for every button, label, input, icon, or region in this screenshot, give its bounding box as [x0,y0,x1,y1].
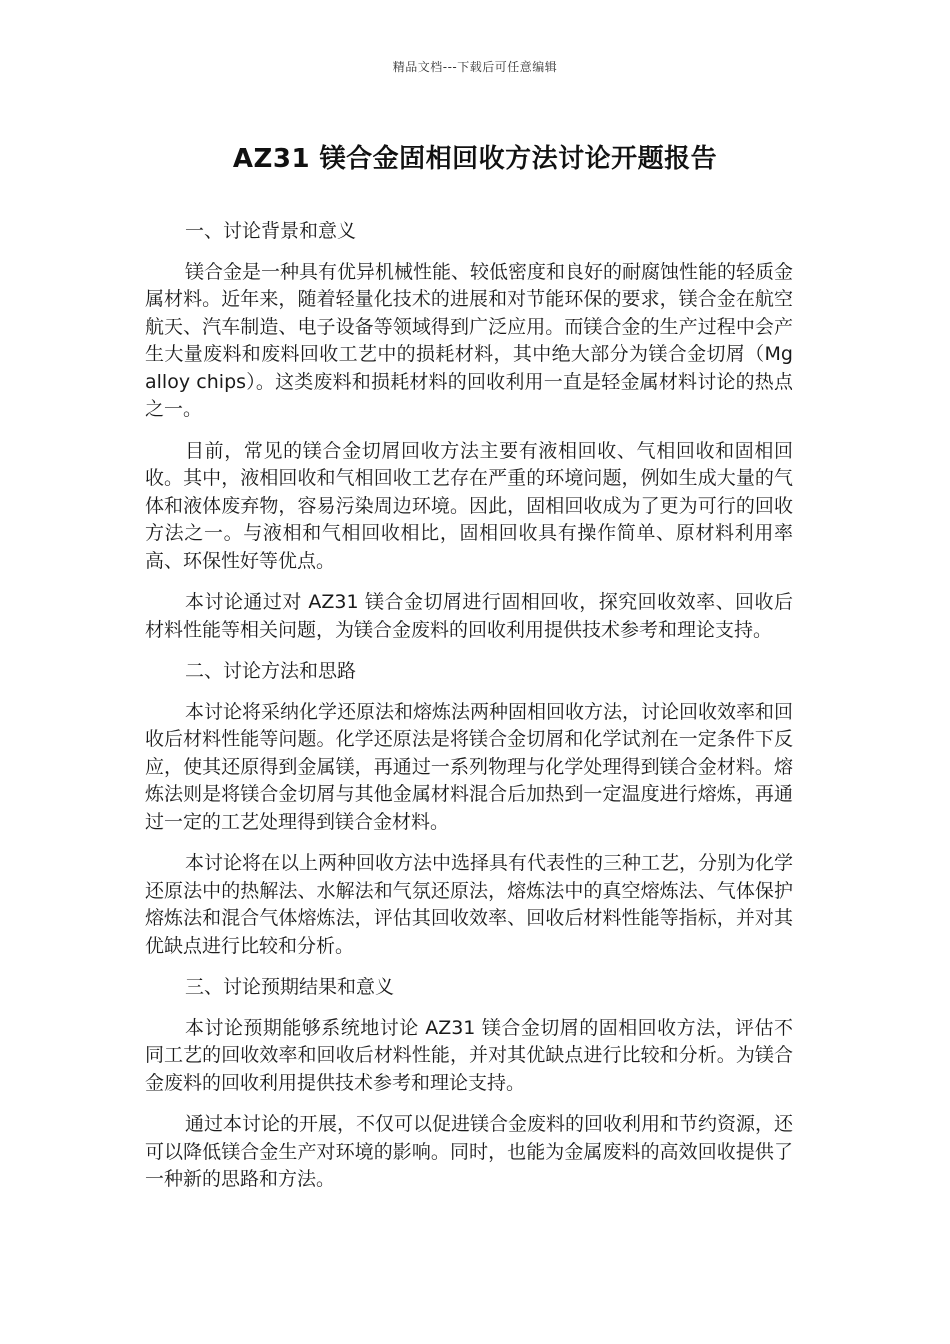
document-title: AZ31 镁合金固相回收方法讨论开题报告 [232,144,718,174]
paragraph: 目前，常见的镁合金切屑回收方法主要有液相回收、气相回收和固相回收。其中，液相回收和气相回收工艺存在严重的环境问题，例如生成大量的气体和液体废弃物，容易污染周边环境。因此，固相回收成为了更为可行的回收方法之一。与液相和气相回收相比，固相回收具有操作简单、原材料利用率高、环保性好等优点。 [145,439,793,572]
paragraph: 本讨论将在以上两种回收方法中选择具有代表性的三种工艺，分别为化学还原法中的热解法、水解法和气氛还原法，熔炼法中的真空熔炼法、气体保护熔炼法和混合气体熔炼法，评估其回收效率、回收后材料性能等指标，并对其优缺点进行比较和分析。 [145,852,794,957]
section-heading: 一、讨论背景和意义 [185,220,357,242]
section-heading: 三、讨论预期结果和意义 [185,976,395,998]
header-note: 精品文档---下载后可任意编辑 [392,60,558,74]
paragraph: 镁合金是一种具有优异机械性能、较低密度和良好的耐腐蚀性能的轻质金属材料。近年来，随着轻量化技术的进展和对节能环保的要求，镁合金在航空航天、汽车制造、电子设备等领域得到广泛应用。而镁合金的生产过程中会产生大量废料和废料回收工艺中的损耗材料，其中绝大部分为镁合金切屑（Mg alloy chips）。这类废料和损耗材料的回收利用一直是轻金属材料讨论的热点之一。 [145,260,794,420]
section-heading: 二、讨论方法和思路 [185,660,357,682]
paragraph: 通过本讨论的开展，不仅可以促进镁合金废料的回收利用和节约资源，还可以降低镁合金生产对环境的影响。同时，也能为金属废料的高效回收提供了一种新的思路和方法。 [145,1113,794,1190]
paragraph: 本讨论通过对 AZ31 镁合金切屑进行固相回收，探究回收效率、回收后材料性能等相关问题，为镁合金废料的回收利用提供技术参考和理论支持。 [145,591,793,641]
paragraph: 本讨论将采纳化学还原法和熔炼法两种固相回收方法，讨论回收效率和回收后材料性能等问题。化学还原法是将镁合金切屑和化学试剂在一定条件下反应，使其还原得到金属镁，再通过一系列物理与化学处理得到镁合金材料。熔炼法则是将镁合金切屑与其他金属材料混合后加热到一定温度进行熔炼，再通过一定的工艺处理得到镁合金材料。 [145,700,794,833]
section-background [145,218,793,644]
document-body [145,218,793,1208]
section-methods [145,658,793,960]
section-expected-results [145,974,793,1194]
paragraph: 本讨论预期能够系统地讨论 AZ31 镁合金切屑的固相回收方法，评估不同工艺的回收效率和回收后材料性能，并对其优缺点进行比较和分析。为镁合金废料的回收利用提供技术参考和理论支持。 [145,1016,793,1094]
